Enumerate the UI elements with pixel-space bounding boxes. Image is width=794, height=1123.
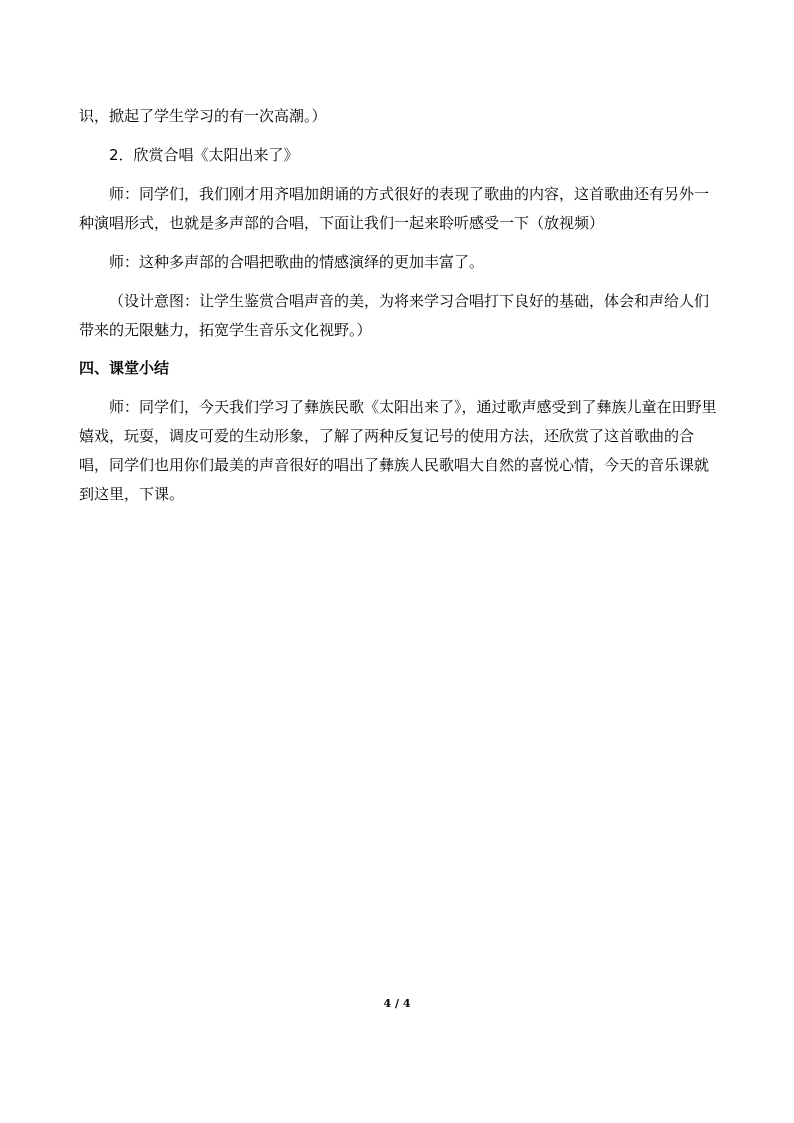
paragraph-teacher-chorus-intro: 师：同学们，我们刚才用齐唱加朗诵的方式很好的表现了歌曲的内容，这首歌曲还有另外一种演唱形式，也就是多声部的合唱，下面让我们一起来聆听感受一下（放视频） [79, 185, 710, 232]
page-number: 4 / 4 [383, 997, 411, 1010]
section-heading-summary: 四、课堂小结 [79, 359, 170, 377]
paragraph-design-intent: （设计意图：让学生鉴赏合唱声音的美，为将来学习合唱打下良好的基础，体会和声给人们带来的无限魅力，拓宽学生音乐文化视野。） [79, 292, 710, 339]
subheading-appreciate-chorus: 2．欣赏合唱《太阳出来了》 [109, 146, 299, 164]
paragraph-teacher-chorus-comment: 师：这种多声部的合唱把歌曲的情感演绎的更加丰富了。 [109, 253, 485, 271]
paragraph-continuation: 识，掀起了学生学习的有一次高潮。） [79, 107, 327, 125]
paragraph-summary: 师：同学们，今天我们学习了彝族民歌《太阳出来了》，通过歌声感受到了彝族儿童在田野里嬉戏，玩耍，调皮可爱的生动形象，了解了两种反复记号的使用方法，还欣赏了这首歌曲的合唱，同学们也用你们最美的声音很好的唱出了彝族人民歌唱大自然的喜悦心情，今天的音乐课就到这里，下课。 [79, 398, 717, 503]
document-body [79, 102, 719, 509]
